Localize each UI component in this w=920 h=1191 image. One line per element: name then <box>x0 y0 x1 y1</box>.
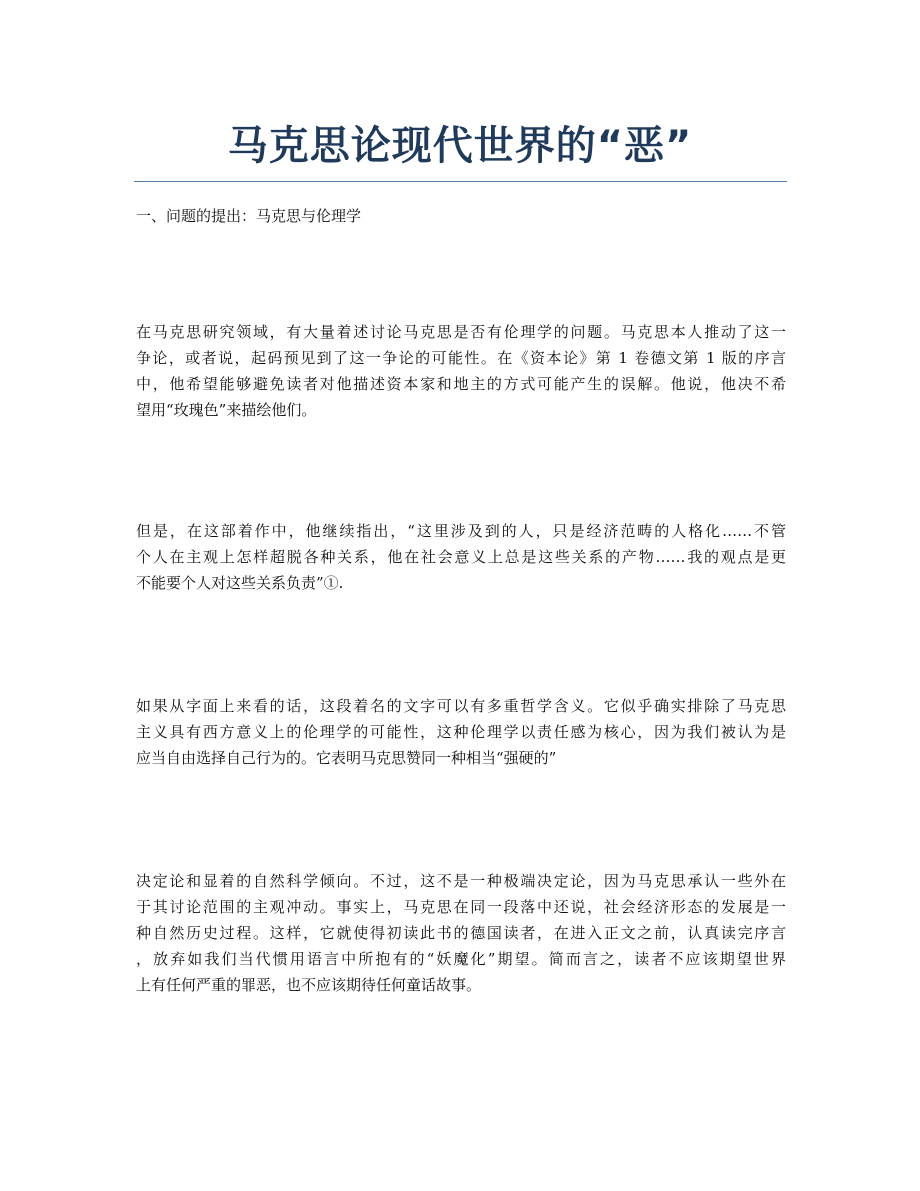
paragraph-line: 应当自由选择自己行为的。它表明马克思赞同一种相当“强硬的” <box>136 749 557 767</box>
paragraph-line: 如果从字面上来看的话，这段着名的文字可以有多重哲学含义。它似乎确实排除了马克思 <box>136 697 786 715</box>
paragraph-3 <box>136 693 786 771</box>
paragraph-line: 于其讨论范围的主观冲动。事实上，马克思在同一段落中还说，社会经济形态的发展是一 <box>136 898 786 916</box>
paragraph-line: ，放弃如我们当代惯用语言中所抱有的“妖魔化”期望。简而言之，读者不应该期望世界 <box>136 950 786 968</box>
paragraph-line: 但是，在这部着作中，他继续指出，“这里涉及到的人，只是经济范畴的人格化……不管 <box>136 522 786 540</box>
paragraph-line: 上有任何严重的罪恶，也不应该期待任何童话故事。 <box>136 976 482 994</box>
paragraph-2 <box>136 518 786 596</box>
paragraph-line: 种自然历史过程。这样，它就使得初读此书的德国读者，在进入正文之前，认真读完序言 <box>136 924 786 942</box>
title-divider <box>134 181 787 182</box>
paragraph-1 <box>136 319 786 423</box>
paragraph-line: 不能要个人对这些关系负责”①. <box>136 574 344 592</box>
paragraph-line: 中，他希望能够避免读者对他描述资本家和地主的方式可能产生的误解。他说，他决不希 <box>136 375 786 393</box>
paragraph-line: 决定论和显着的自然科学倾向。不过，这不是一种极端决定论，因为马克思承认一些外在 <box>136 872 786 890</box>
paragraph-line: 在马克思研究领域，有大量着述讨论马克思是否有伦理学的问题。马克思本人推动了这一 <box>136 323 786 341</box>
paragraph-line: 争论，或者说，起码预见到了这一争论的可能性。在《资本论》第 1 卷德文第 1 版的序言 <box>136 349 786 367</box>
paragraph-line: 望用“玫瑰色”来描绘他们。 <box>136 401 317 419</box>
section-heading: 一、问题的提出：马克思与伦理学 <box>136 207 362 225</box>
paragraph-line: 主义具有西方意义上的伦理学的可能性，这种伦理学以责任感为核心，因为我们被认为是 <box>136 723 786 741</box>
paragraph-4 <box>136 868 786 998</box>
paragraph-line: 个人在主观上怎样超脱各种关系，他在社会意义上总是这些关系的产物……我的观点是更 <box>136 548 786 566</box>
page-title: 马克思论现代世界的“恶” <box>227 123 693 169</box>
